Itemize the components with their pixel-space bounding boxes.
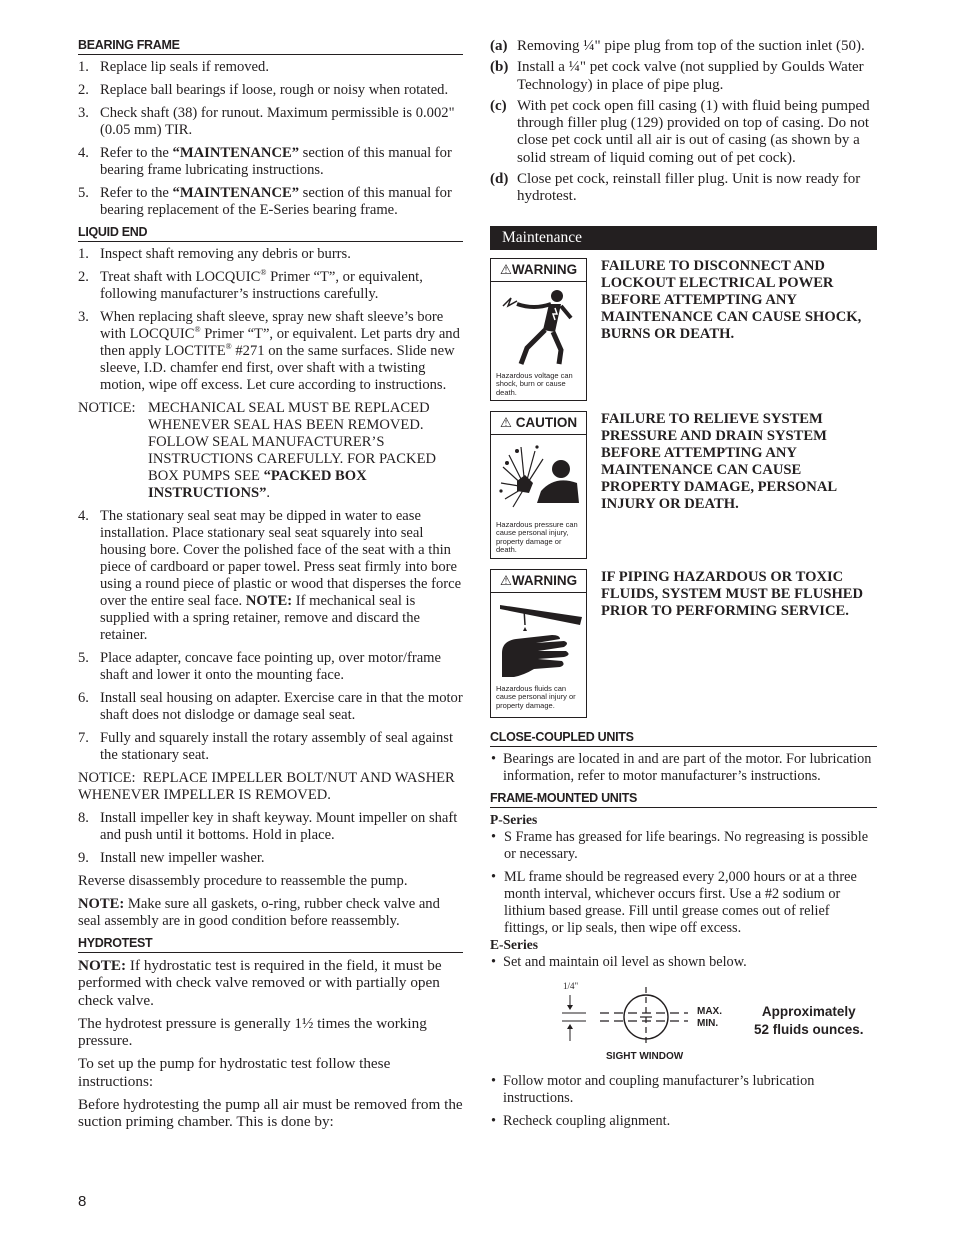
list-item: • Bearings are located in and are part of the motor. For lubrication information, refer to motor manufacturer’s instructions. [490,751,877,785]
p-series-list [490,829,877,937]
list-item: (a) Removing ¼" pipe plug from top of the suction inlet (50). [490,38,865,54]
list-item: 4. The stationary seal seat may be dipped in water to ease installation. Place stationary seal seat squarely into seal housing bore. Cover the polished face of the seat with a thin piece of cardboard or paper towel. Press seat firmly into bore using a round piece of plastic or wood that disperses the force over the entire seal face. NOTE: If mechanical seal is supplied with a spring retainer, remove and discard the retainer. [78,508,462,643]
list-item: 8. Install impeller key in shaft keyway. Mount impeller on shaft and push until it bottoms. Hold in place. [78,810,458,843]
hydrotest-pressure: The hydrotest pressure is generally 1½ times the working pressure. [78,1014,427,1050]
seal-notice: NOTICE: MECHANICAL SEAL MUST BE REPLACED WHENEVER SEAL HAS BEEN REMOVED. FOLLOW SEAL MANUFACTURER’S INSTRUCTIONS CAREFULLY. FOR PACKED BOX PUMPS SEE “PACKED BOX INSTRUCTIONS”. [78,400,437,501]
hydrotest-heading: HYDROTEST [78,936,463,953]
warning-triangle-icon: ⚠ [499,414,512,430]
oil-capacity-note: Approximately 52 fluids ounces. [754,1003,864,1037]
reassembly-note: NOTE: Make sure all gaskets, o-ring, rubber check valve and seal assembly are in good condition before reassembly. [78,896,440,929]
list-item: (b) Install a ¼" pet cock valve (not supplied by Goulds Water Technology) in place of pipe plug. [490,59,864,93]
left-column [78,38,463,1137]
list-item: 3. Check shaft (38) for runout. Maximum permissible is 0.002" (0.05 mm) TIR. [78,105,455,138]
list-item: 2. Replace ball bearings if loose, rough or noisy when rotated. [78,82,449,98]
final-list [490,1073,877,1130]
max-label: MAX. [697,1005,722,1017]
list-item: 1. Replace lip seals if removed. [78,59,269,75]
electric-shock-icon [499,284,579,372]
caution-label: ⚠ CAUTION Hazardous pressure can cause personal injury, property damage or death. [490,411,587,559]
right-column [490,38,877,1136]
e-series-label: E-Series [490,936,538,952]
list-item: 7. Fully and squarely install the rotary assembly of seal against the stationary seat. [78,730,454,763]
warning-triangle-icon: ⚠ [499,572,512,588]
page-number: 8 [78,1193,87,1210]
liquid-end-steps [78,246,463,394]
maintenance-title-bar: Maintenance [490,226,877,250]
quarter-inch-label: 1/4" [563,980,579,991]
oil-level-diagram [490,977,877,1067]
list-item: (c) With pet cock open fill casing (1) with fluid being pumped through filler plug (129) provided on top of casing. Do not close pet cock until all air is out of casing (as shown by a solid stream of liquid coming out of pet cock). [490,97,870,166]
hydrotest-setup: To set up the pump for hydrostatic test follow these instructions: [78,1055,391,1090]
list-item: • Set and maintain oil level as shown below. [490,954,877,971]
warning-text: FAILURE TO DISCONNECT AND LOCKOUT ELECTRICAL POWER BEFORE ATTEMPTING ANY MAINTENANCE CAN CAUSE SHOCK, BURNS OR DEATH. [601,257,862,342]
pressure-explosion-icon [495,437,583,521]
e-series-list [490,954,877,971]
liquid-end-heading: LIQUID END [78,225,463,242]
sight-window-label: SIGHT WINDOW [606,1050,684,1062]
reverse-text: Reverse disassembly procedure to reassemble the pump. [78,873,408,889]
list-item: • Follow motor and coupling manufacturer’s lubrication instructions. [490,1073,877,1107]
list-item: 5. Place adapter, concave face pointing up, over motor/frame shaft and lower it onto the mounting face. [78,650,442,683]
list-item: 2. Treat shaft with LOCQUIC® Primer “T”, or equivalent, following manufacturer’s instructions carefully. [78,268,423,302]
warning-text: IF PIPING HAZARDOUS OR TOXIC FLUIDS, SYSTEM MUST BE FLUSHED PRIOR TO PERFORMING SERVICE. [601,568,864,619]
list-item: 1. Inspect shaft removing any debris or burrs. [78,246,351,262]
list-item: 5. Refer to the “MAINTENANCE” section of this manual for bearing replacement of the E-Series bearing frame. [78,185,452,218]
hydrotest-note: NOTE: If hydrostatic test is required in the field, it must be performed with check valve removed or with partially open check valve. [78,957,442,1009]
caution-text: FAILURE TO RELIEVE SYSTEM PRESSURE AND DRAIN SYSTEM BEFORE ATTEMPTING ANY MAINTENANCE CAN CAUSE PROPERTY DAMAGE, PERSONAL INJURY OR DEATH. [601,410,837,512]
close-coupled-list [490,751,877,785]
list-item: • ML frame should be regreased every 2,000 hours or at a three month interval, whichever occurs first. Use a #2 sodium or lithium based grease. Fill until grease comes out of relief fittings, or lip seals, then wipe off excess. [490,869,877,937]
pressure-caution [490,411,877,559]
bearing-frame-heading: BEARING FRAME [78,38,463,55]
liquid-end-steps-continued [78,508,463,764]
warning-triangle-icon: ⚠ [499,261,512,277]
warning-label: ⚠WARNING Hazardous voltage can shock, burn or cause death. [490,258,587,401]
electrical-warning [490,258,877,401]
hydrotest-air: Before hydrotesting the pump all air must be removed from the suction priming chamber. This is done by: [78,1096,463,1131]
list-item: 6. Install seal housing on adapter. Exercise care in that the motor shaft does not dislodge or damage seal seat. [78,690,463,723]
impeller-steps [78,810,463,867]
min-label: MIN. [697,1017,719,1029]
hydrotest-steps [490,38,877,206]
p-series-label: P-Series [490,811,538,827]
list-item: • Recheck coupling alignment. [490,1113,877,1130]
frame-mounted-heading: FRAME-MOUNTED UNITS [490,791,877,808]
hazardous-fluid-icon [494,595,584,685]
list-item: 3. When replacing shaft sleeve, spray new shaft sleeve’s bore with LOCQUIC® Primer “T”, or equivalent. Let parts dry and then apply LOCTITE® #271 on the same surfaces. Slide new sleeve, I.D. chamfer end first, over shaft with a twisting motion, wipe off excess. Let cure according to instructions. [78,309,460,393]
bearing-frame-steps [78,59,463,219]
fluids-warning [490,569,877,718]
close-coupled-heading: CLOSE-COUPLED UNITS [490,730,877,747]
impeller-notice: NOTICE: REPLACE IMPELLER BOLT/NUT AND WASHER WHENEVER IMPELLER IS REMOVED. [78,770,455,803]
warning-label: ⚠WARNING Hazardous fluids can cause personal injury or property damage. [490,569,587,718]
list-item: (d) Close pet cock, reinstall filler plug. Unit is now ready for hydrotest. [490,171,861,205]
list-item: • S Frame has greased for life bearings. No regreasing is possible or necessary. [490,829,877,863]
list-item: 9. Install new impeller washer. [78,850,265,866]
list-item: 4. Refer to the “MAINTENANCE” section of this manual for bearing frame lubricating instructions. [78,145,452,178]
